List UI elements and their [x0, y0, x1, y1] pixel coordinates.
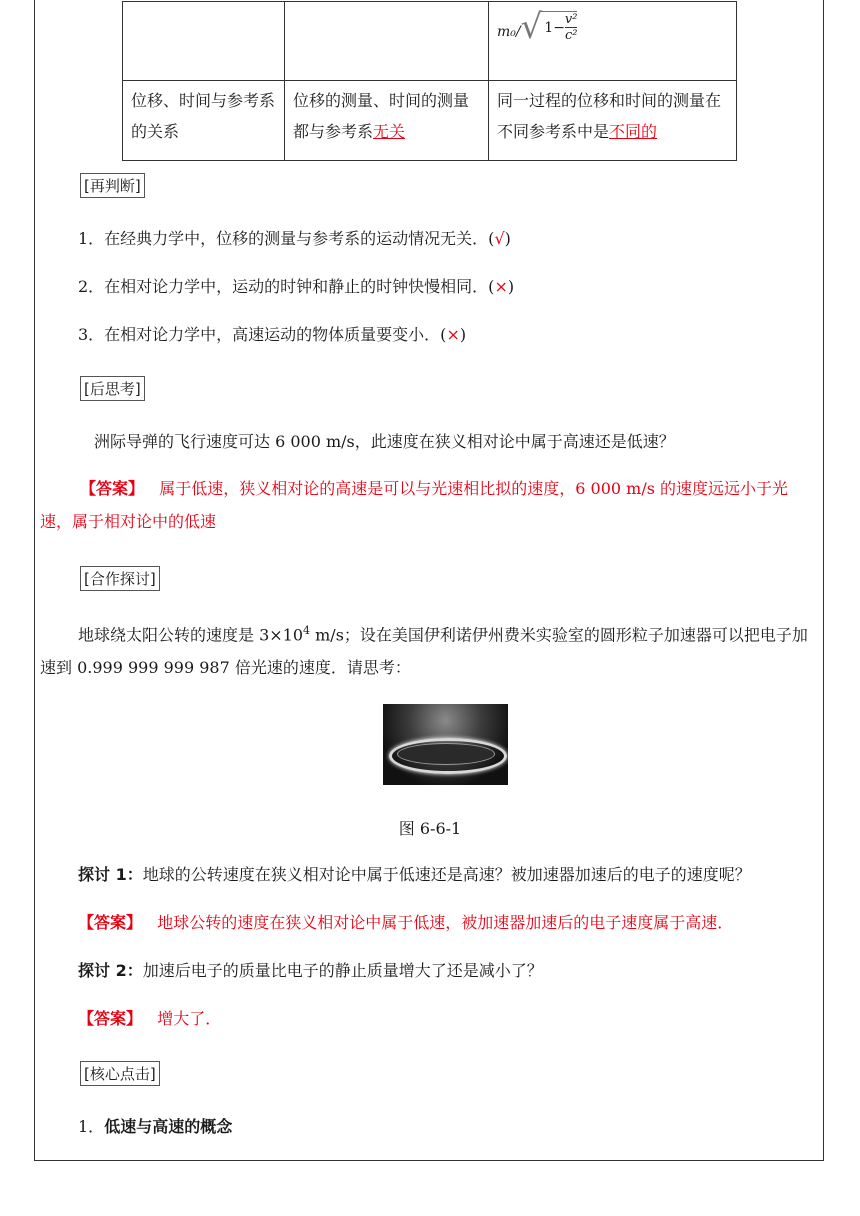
highlight-answer: 不同的 — [609, 122, 658, 141]
question-text: 地球的公转速度在狭义相对论中属于低速还是高速？被加速器加速后的电子的速度呢？ — [142, 865, 751, 884]
figure-caption: 图 6-6-1 — [398, 819, 462, 838]
highlight-answer: 无关 — [373, 122, 406, 141]
formula-m0: m₀/ — [497, 24, 521, 40]
cross-mark: × — [446, 325, 460, 344]
judge-item — [78, 322, 466, 345]
check-mark: √ — [494, 229, 505, 248]
accelerator-photo — [383, 704, 508, 785]
formula-denominator: c² — [564, 28, 578, 43]
judge-close: ) — [504, 229, 511, 248]
question-text: 加速后电子的质量比电子的静止质量增大了还是减小了？ — [142, 961, 543, 980]
row-header: 位移、时间与参考系的关系 — [131, 91, 276, 141]
accelerator-ring — [389, 738, 507, 774]
section-tag-core: [核心点击] — [80, 1061, 160, 1086]
answer-text: 增大了． — [157, 1009, 222, 1028]
answer-label: 【答案】 — [78, 913, 143, 932]
item-number: 1． — [78, 1117, 105, 1136]
core-item-1 — [78, 1114, 232, 1137]
question-label: 探讨 1： — [78, 865, 143, 884]
comparison-table — [122, 1, 737, 161]
judge-close: ) — [507, 277, 515, 296]
sqrt-sign: √ — [520, 7, 543, 47]
formula-one-minus: 1− — [544, 19, 565, 36]
judge-close: ) — [459, 325, 467, 344]
formula-numerator: v² — [564, 12, 578, 27]
section-tag-reflect: [后思考] — [80, 376, 145, 401]
sqrt-body — [542, 11, 577, 43]
table-cell — [123, 2, 285, 81]
section-tag-explore: [合作探讨] — [80, 566, 160, 591]
answer-label: 【答案】 — [78, 1009, 143, 1028]
answer-text: 属于低速，狭义相对论的高速是可以与光速相比拟的速度，6 000 m/s 的速度远远小于光速，属于相对论中的低速 — [40, 479, 789, 531]
table-cell — [123, 81, 285, 161]
judge-item — [78, 274, 514, 297]
table-cell — [285, 2, 489, 81]
reflect-question: 洲际导弹的飞行速度可达 6 000 m/s，此速度在狭义相对论中属于高速还是低速？ — [94, 432, 675, 451]
judge-text: 2．在相对论力学中，运动的时钟和静止的时钟快慢相同．( — [78, 277, 495, 296]
answer-label: 【答案】 — [80, 479, 145, 498]
reflect-answer — [40, 472, 820, 538]
explore-answer-2 — [78, 1006, 221, 1029]
intro-text-b: m/s；设在美国伊利诺伊州费米实验室的圆形粒子加速器可以把电子加速到 0.999 999 999 987 倍光速的速度．请思考： — [40, 625, 808, 678]
intro-text-a: 地球绕太阳公转的速度是 3×10 — [78, 625, 304, 645]
explore-intro — [40, 614, 820, 684]
judge-item — [78, 226, 511, 249]
judge-text: 1．在经典力学中，位移的测量与参考系的运动情况无关．( — [78, 229, 495, 248]
table-row — [123, 81, 737, 161]
intro-exponent: 4 — [303, 624, 311, 637]
explore-question-1 — [78, 862, 751, 885]
table-row — [123, 2, 737, 81]
item-heading: 低速与高速的概念 — [104, 1117, 233, 1136]
answer-text: 地球公转的速度在狭义相对论中属于低速，被加速器加速后的电子速度属于高速． — [157, 913, 734, 932]
question-label: 探讨 2： — [78, 961, 143, 980]
judge-text: 3．在相对论力学中，高速运动的物体质量要变小．( — [78, 325, 447, 344]
table-cell — [489, 81, 737, 161]
rest-mass-formula — [497, 6, 730, 47]
formula-fraction — [565, 12, 578, 43]
table-cell — [285, 81, 489, 161]
section-tag-rejudge: [再判断] — [80, 173, 145, 198]
explore-question-2 — [78, 958, 543, 981]
cell-text: 位移的测量、时间的测量都与参考系 — [293, 91, 470, 141]
cell-text: 同一过程的位移和时间的测量在不同参考系中是 — [497, 91, 722, 141]
cross-mark: × — [494, 277, 508, 296]
table-cell — [489, 2, 737, 81]
explore-answer-1 — [78, 910, 733, 933]
